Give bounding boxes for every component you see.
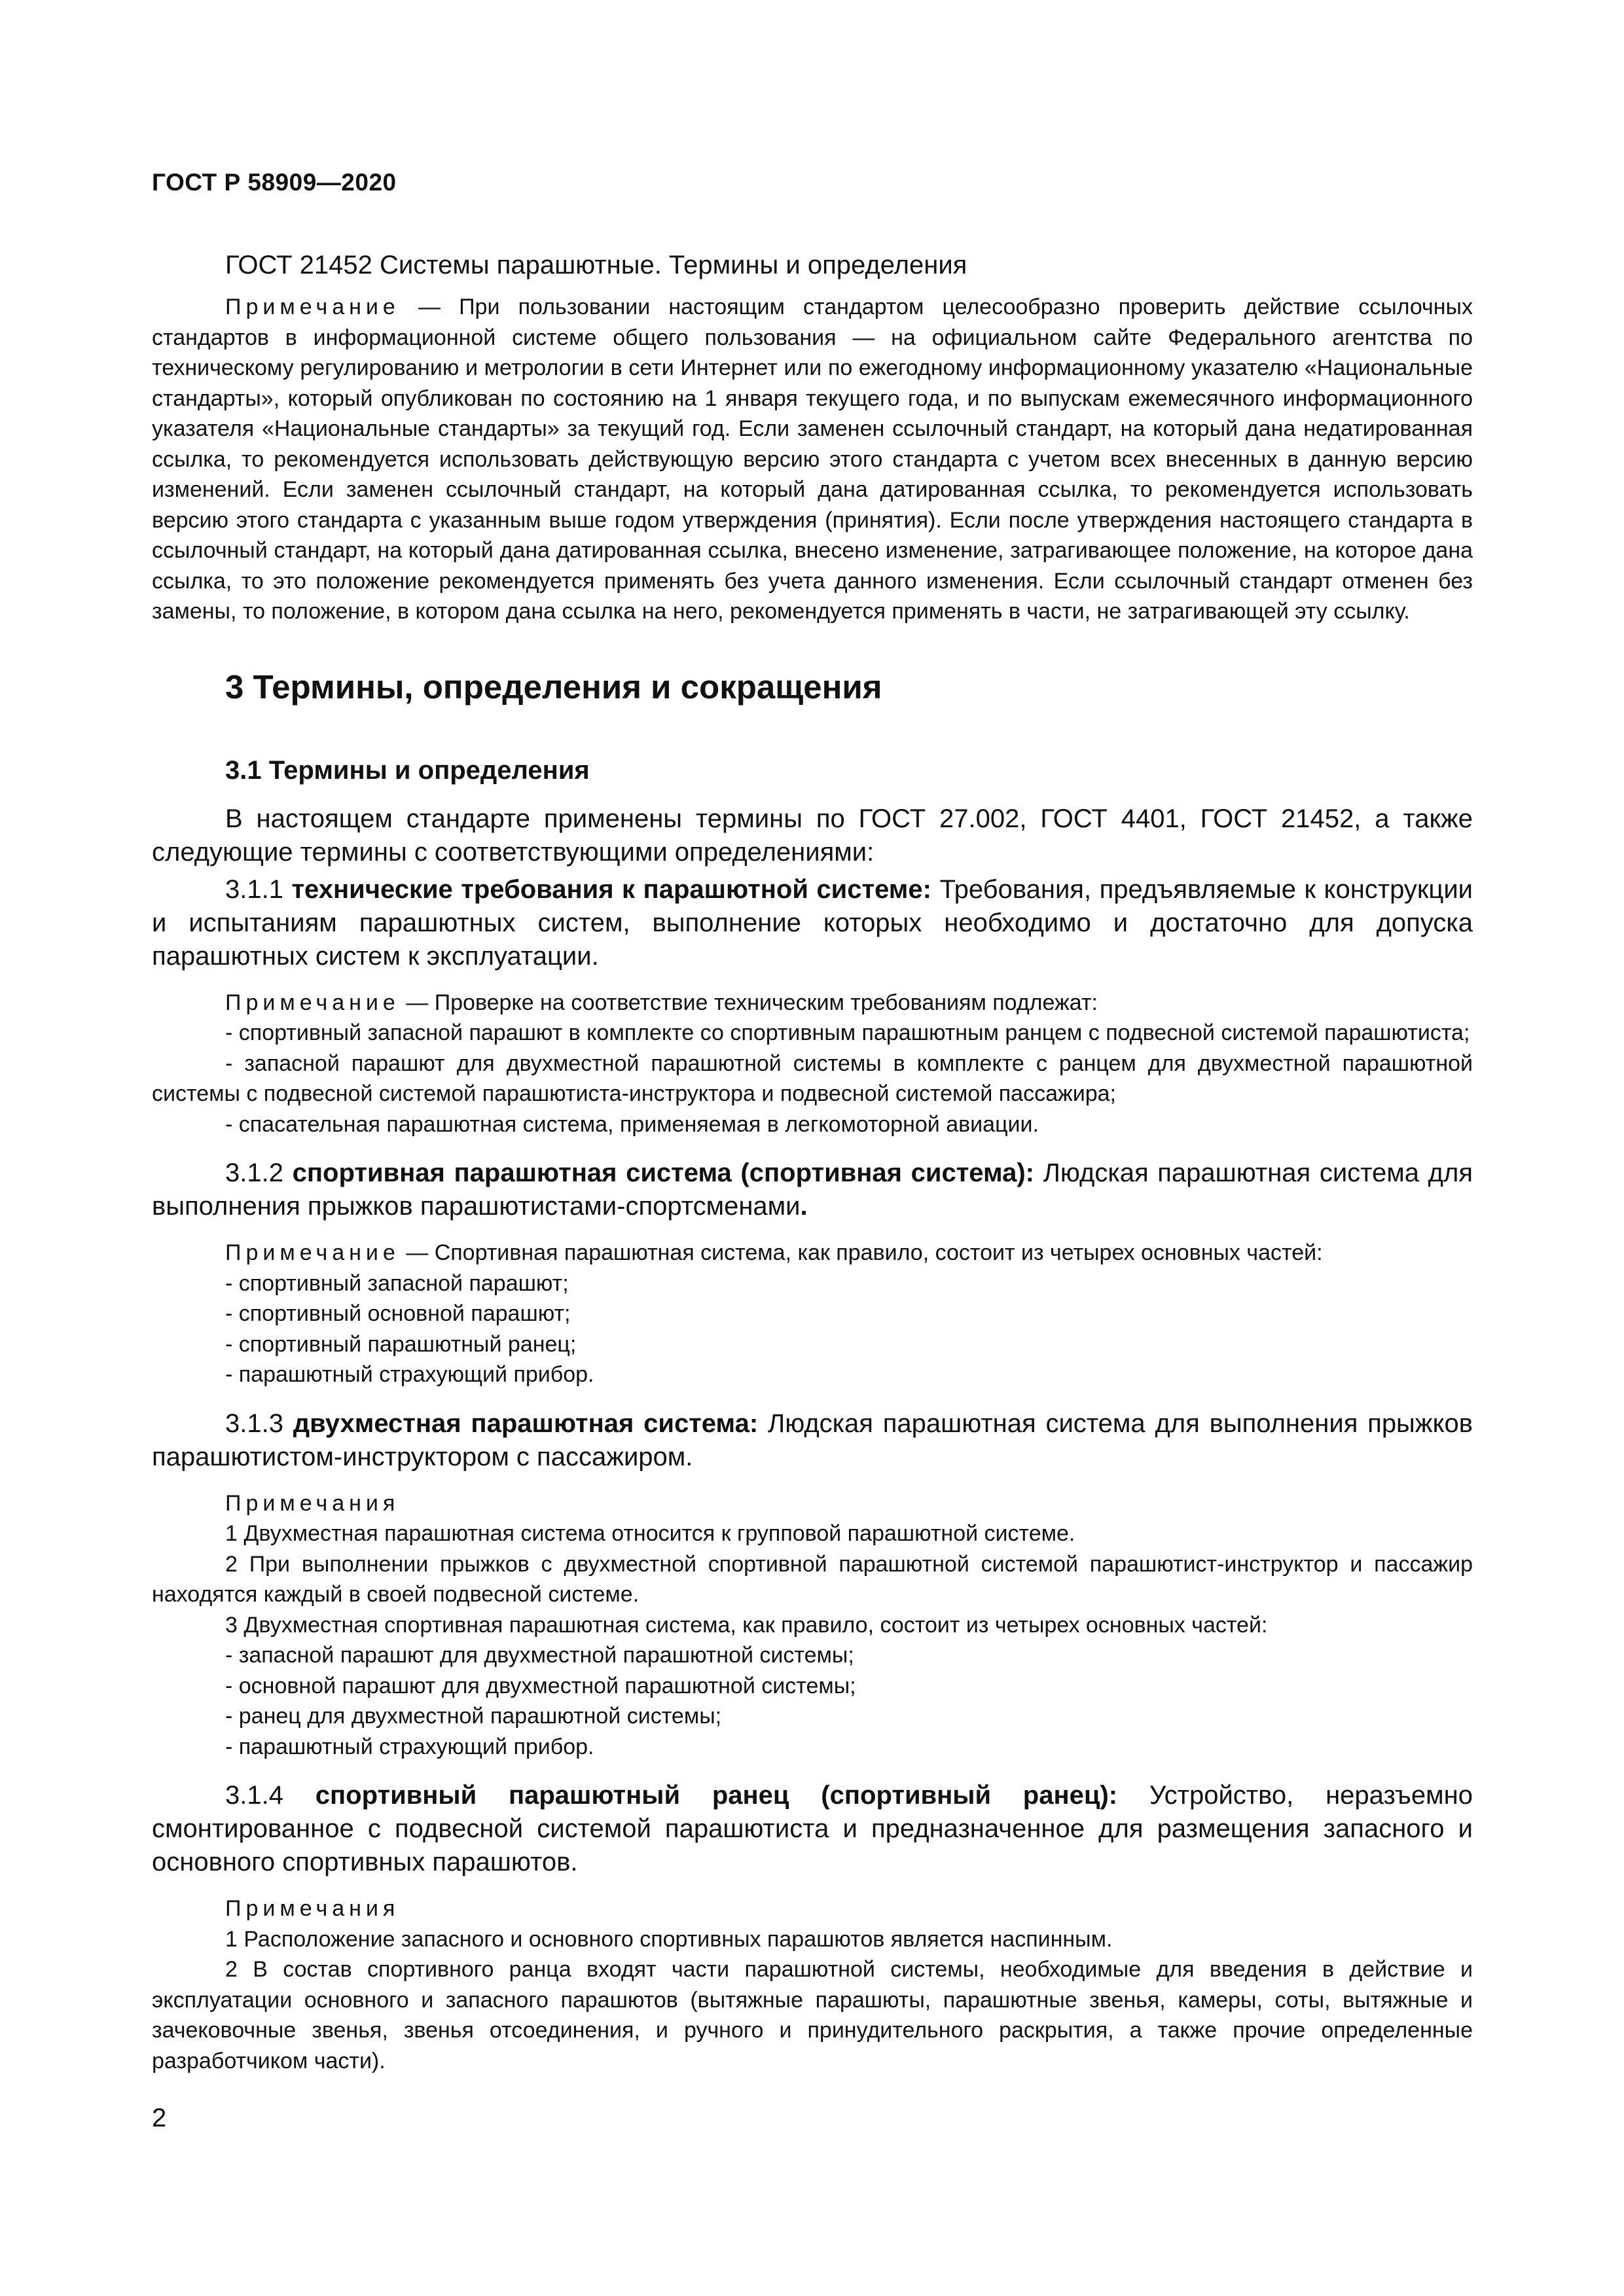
term-3-1-4 (152, 1779, 1473, 1879)
term-3-1-2 (152, 1157, 1473, 1223)
list-item: - спортивный запасной парашют в комплекте со спортивным парашютным ранцем с подвесной системой парашютиста; (225, 1020, 1470, 1045)
list-item: - спортивный парашютный ранец; (225, 1331, 577, 1357)
term-definition: Людская парашютная система для выполнения прыжков парашютистами-спортсменами (152, 1158, 1473, 1221)
list-item: - запасной парашют для двухместной парашютной системы в комплекте с ранцем для двухместной парашютной системы с подвесной системой парашютиста-инструктора и подвесной системой пассажира; (152, 1050, 1473, 1106)
term-3-1-3 (152, 1407, 1473, 1474)
term-number: 3.1.2 (225, 1158, 293, 1187)
list-item: - спасательная парашютная система, применяемая в легкомоторной авиации. (225, 1111, 1039, 1137)
list-item: - спортивный запасной парашют; (225, 1270, 569, 1296)
term-name: технические требования к парашютной системе: (291, 874, 931, 904)
list-item: - парашютный страхующий прибор. (225, 1362, 594, 1387)
note-label: Примечание (225, 990, 400, 1015)
term-number: 3.1.3 (225, 1408, 293, 1438)
page-number: 2 (152, 2104, 167, 2132)
list-item: - ранец для двухместной парашютной системы; (225, 1704, 722, 1729)
term-name: спортивная парашютная система (спортивная система): (292, 1158, 1034, 1187)
section-3-title: 3 Термины, определения и сокращения (225, 668, 882, 706)
term-definition: Устройство, неразъемно смонтированное с подвесной системой парашютиста и предназначенное для размещения запасного и основного спортивных парашютов. (152, 1781, 1473, 1876)
note-item: 2 В состав спортивного ранца входят части парашютной системы, необходимые для введения в действие и эксплуатации основного и запасного парашютов (вытяжные парашюты, парашютные звенья, камеры, соты, вытяжные и зачековочные звенья, звенья отсоединения, и ручного и принудительного раскрытия, а также прочие определенные разработчиком части). (152, 1957, 1473, 2073)
note-label: Примечание (225, 295, 400, 319)
term-number: 3.1.4 (225, 1781, 316, 1810)
reference-gost-21452: ГОСТ 21452 Системы парашютные. Термины и определения (225, 251, 967, 279)
term-3-1-1 (152, 873, 1473, 973)
page-content (152, 247, 1473, 2076)
list-item: - основной парашют для двухместной парашютной системы; (225, 1673, 856, 1698)
note-item: 1 Расположение запасного и основного спортивных парашютов является наспинным. (225, 1926, 1113, 1952)
term-3-1-4-notes (152, 1893, 1473, 2076)
term-definition: Людская парашютная система для выполнения прыжков парашютистом-инструктором с пассажиром. (152, 1408, 1473, 1471)
term-number: 3.1.1 (225, 874, 292, 904)
notes-label: Примечания (225, 1896, 400, 1921)
note-references (152, 292, 1473, 627)
note-line (152, 988, 1473, 1018)
note-item: 3 Двухместная спортивная парашютная система, как правило, состоит из четырех основных частей: (225, 1612, 1268, 1638)
term-name: двухместная парашютная система: (293, 1408, 759, 1438)
list-item: - запасной парашют для двухместной парашютной системы; (225, 1643, 854, 1668)
terms-intro: В настоящем стандарте применены термины по ГОСТ 27.002, ГОСТ 4401, ГОСТ 21452, а также следующие термины с соответствующими определениями: (152, 804, 1473, 867)
list-item: - парашютный страхующий прибор. (225, 1734, 594, 1759)
note-line (152, 1238, 1473, 1268)
term-definition-end: . (800, 1192, 808, 1221)
note-label: Примечание (225, 1240, 400, 1265)
term-name: спортивный парашютный ранец (спортивный ранец): (315, 1781, 1118, 1810)
term-3-1-1-note (152, 988, 1473, 1140)
subsection-3-1-title: 3.1 Термины и определения (225, 755, 590, 785)
note-text: — Спортивная парашютная система, как правило, состоит из четырех основных частей: (399, 1240, 1323, 1265)
list-item: - спортивный основной парашют; (225, 1301, 571, 1326)
document-id-header: ГОСТ Р 58909—2020 (152, 169, 397, 196)
term-3-1-2-note (152, 1238, 1473, 1390)
note-item: 2 При выполнении прыжков с двухместной спортивной парашютной системой парашютист-инструктор и пассажир находятся каждый в своей подвесной системе. (152, 1551, 1473, 1607)
term-3-1-3-notes (152, 1488, 1473, 1763)
note-item: 1 Двухместная парашютная система относится к групповой парашютной системе. (225, 1521, 1075, 1546)
note-text: — Проверке на соответствие техническим требованиям подлежат: (399, 990, 1098, 1015)
note-text: — При пользовании настоящим стандартом целесообразно проверить действие ссылочных стандартов в информационной системе общего пользования — на официальном сайте Федерального агентства по техническому регулированию и метрологии в сети Интернет или по ежегодному информационному указателю «Национальные стандарты», который опубликован по состоянию на 1 января текущего года, и по выпускам ежемесячного информационного указателя «Национальные стандарты» за текущий год. Если заменен ссылочный стандарт, на который дана недатированная ссылка, то рекомендуется использовать действующую версию этого стандарта с учетом всех внесенных в данную версию изменений. Если заменен ссылочный стандарт, на который дана датированная ссылка, то рекомендуется использовать версию этого стандарта с указанным выше годом утверждения (принятия). Если после утверждения настоящего стандарта в ссылочный стандарт, на который дана датированная ссылка, внесено изменение, затрагивающее положение, на которое дана ссылка, то это положение рекомендуется применять без учета данного изменения. Если ссылочный стандарт отменен без замены, то положение, в котором дана ссылка на него, рекомендуется применять в части, не затрагивающей эту ссылку. (152, 295, 1473, 624)
notes-label: Примечания (225, 1490, 400, 1516)
term-definition: Требования, предъявляемые к конструкции и испытаниям парашютных систем, выполнение которых необходимо и достаточно для допуска парашютных систем к эксплуатации. (152, 874, 1473, 971)
